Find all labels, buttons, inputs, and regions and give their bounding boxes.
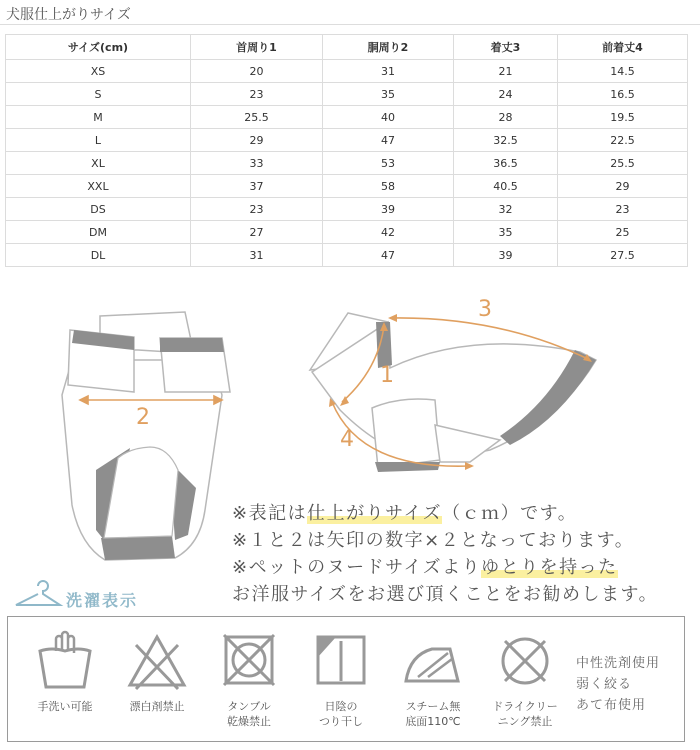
table-cell: 39 bbox=[323, 198, 454, 221]
care-no-dry-clean bbox=[480, 617, 570, 729]
table-cell: 42 bbox=[323, 221, 454, 244]
table-cell: M bbox=[6, 106, 191, 129]
table-cell: 23 bbox=[558, 198, 688, 221]
table-cell: 36.5 bbox=[454, 152, 558, 175]
table-cell: 28 bbox=[454, 106, 558, 129]
header-length: 着丈3 bbox=[454, 35, 558, 60]
table-cell: 32.5 bbox=[454, 129, 558, 152]
no-dry-clean-icon bbox=[490, 627, 560, 697]
table-cell: 31 bbox=[323, 60, 454, 83]
table-cell: 21 bbox=[454, 60, 558, 83]
table-cell: 35 bbox=[454, 221, 558, 244]
hand-wash-icon bbox=[30, 627, 100, 697]
table-cell: DS bbox=[6, 198, 191, 221]
care-shade-dry bbox=[296, 617, 386, 729]
washing-title: 洗濯表示 bbox=[66, 591, 139, 610]
table-cell: 32 bbox=[454, 198, 558, 221]
table-cell: 27.5 bbox=[558, 244, 688, 267]
table-cell: 23 bbox=[191, 83, 323, 106]
table-cell: 19.5 bbox=[558, 106, 688, 129]
table-cell: 37 bbox=[191, 175, 323, 198]
table-row bbox=[6, 198, 688, 221]
table-cell: 31 bbox=[191, 244, 323, 267]
label-3: 3 bbox=[478, 297, 492, 322]
label-4: 4 bbox=[340, 427, 354, 452]
table-cell: 40 bbox=[323, 106, 454, 129]
table-cell: S bbox=[6, 83, 191, 106]
care-label-text: ドライクリー ニング禁止 bbox=[492, 700, 558, 728]
table-cell: 58 bbox=[323, 175, 454, 198]
label-2: 2 bbox=[136, 405, 150, 430]
table-cell: 25 bbox=[558, 221, 688, 244]
care-label-text: 漂白剤禁止 bbox=[129, 700, 185, 713]
table-row bbox=[6, 83, 688, 106]
care-label-text: 手洗い可能 bbox=[37, 700, 93, 713]
table-row bbox=[6, 106, 688, 129]
table-cell: 16.5 bbox=[558, 83, 688, 106]
page-title: 犬服仕上がりサイズ bbox=[6, 7, 131, 23]
care-label-text: スチーム無 底面110℃ bbox=[405, 700, 461, 728]
table-cell: L bbox=[6, 129, 191, 152]
iron-no-steam-icon bbox=[398, 627, 468, 697]
no-bleach-icon bbox=[122, 627, 192, 697]
care-iron bbox=[388, 617, 478, 729]
note-line-4: お洋服サイズをお選び頂くことをお勧めします。 bbox=[232, 584, 659, 605]
header-size: サイズ(cm) bbox=[6, 35, 191, 60]
care-no-bleach bbox=[112, 617, 202, 714]
no-tumble-dry-icon bbox=[214, 627, 284, 697]
table-cell: XS bbox=[6, 60, 191, 83]
size-table bbox=[5, 34, 688, 267]
table-row bbox=[6, 60, 688, 83]
table-cell: XL bbox=[6, 152, 191, 175]
table-cell: DM bbox=[6, 221, 191, 244]
table-cell: 27 bbox=[191, 221, 323, 244]
table-cell: 24 bbox=[454, 83, 558, 106]
header-chest: 胴周り2 bbox=[323, 35, 454, 60]
header-front-length: 前着丈4 bbox=[558, 35, 688, 60]
care-label-text: タンブル 乾燥禁止 bbox=[227, 700, 271, 728]
table-cell: 47 bbox=[323, 129, 454, 152]
table-cell: 20 bbox=[191, 60, 323, 83]
table-cell: 22.5 bbox=[558, 129, 688, 152]
size-notes bbox=[232, 500, 658, 608]
table-cell: DL bbox=[6, 244, 191, 267]
table-header-row bbox=[6, 35, 688, 60]
table-cell: 33 bbox=[191, 152, 323, 175]
table-row bbox=[6, 129, 688, 152]
table-cell: 25.5 bbox=[558, 152, 688, 175]
table-cell: 35 bbox=[323, 83, 454, 106]
title-divider bbox=[0, 24, 700, 25]
table-cell: 23 bbox=[191, 198, 323, 221]
table-cell: 40.5 bbox=[454, 175, 558, 198]
table-row bbox=[6, 244, 688, 267]
shade-line-dry-icon bbox=[306, 627, 376, 697]
care-hand-wash bbox=[20, 617, 110, 714]
care-note: 中性洗剤使用 弱く絞る あて布使用 bbox=[576, 656, 661, 713]
table-cell: 39 bbox=[454, 244, 558, 267]
note-line-2: ※１と２は矢印の数字×２となっております。 bbox=[232, 530, 635, 551]
table-cell: 53 bbox=[323, 152, 454, 175]
table-cell: 47 bbox=[323, 244, 454, 267]
table-row bbox=[6, 175, 688, 198]
table-cell: 14.5 bbox=[558, 60, 688, 83]
table-cell: 29 bbox=[191, 129, 323, 152]
table-cell: XXL bbox=[6, 175, 191, 198]
table-row bbox=[6, 152, 688, 175]
care-label-text: 日陰の つり干し bbox=[319, 700, 363, 728]
table-cell: 25.5 bbox=[191, 106, 323, 129]
care-no-tumble bbox=[204, 617, 294, 729]
note-line-1: ※表記は仕上がりサイズ（ｃｍ）です。 bbox=[232, 503, 578, 524]
table-cell: 29 bbox=[558, 175, 688, 198]
header-neck: 首周り1 bbox=[191, 35, 323, 60]
care-label-box bbox=[7, 616, 685, 742]
label-1: 1 bbox=[380, 363, 394, 388]
table-row bbox=[6, 221, 688, 244]
note-line-3: ※ペットのヌードサイズよりゆとりを持った bbox=[232, 557, 618, 578]
